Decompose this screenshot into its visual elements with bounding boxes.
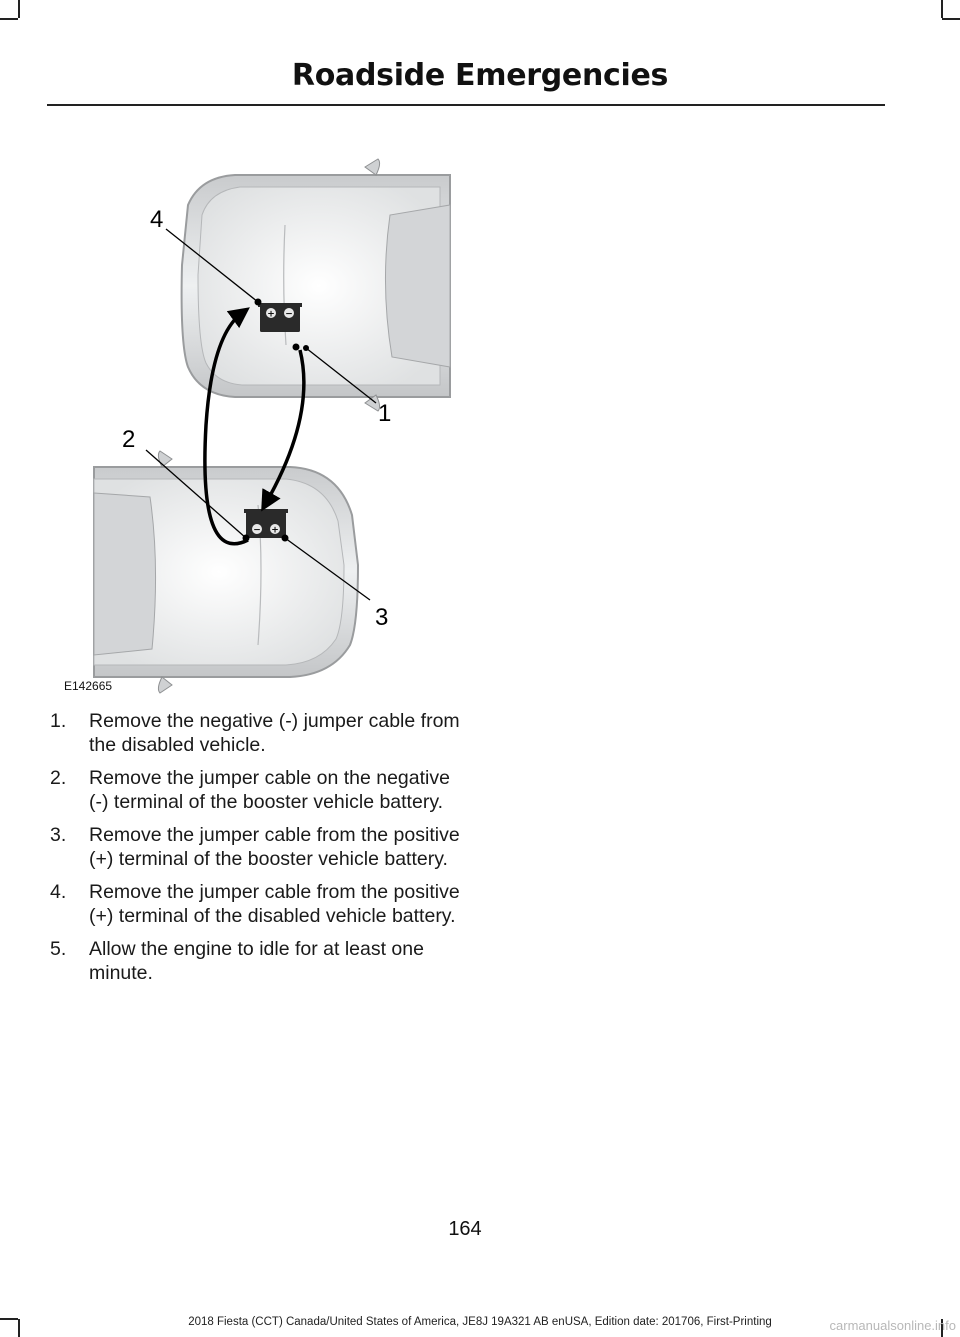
page-title: Roadside Emergencies bbox=[291, 58, 669, 93]
step-number: 1. bbox=[50, 710, 67, 732]
step-text: Remove the negative (-) jumper cable from the disabled vehicle. bbox=[89, 710, 460, 756]
callout-4: 4 bbox=[150, 206, 164, 233]
disabled-vehicle bbox=[182, 159, 450, 411]
callout-1: 1 bbox=[378, 400, 392, 427]
jump-start-figure bbox=[60, 145, 460, 698]
list-item bbox=[50, 938, 460, 985]
crop-mark bbox=[942, 18, 960, 20]
title-divider bbox=[47, 104, 885, 106]
step-text: Remove the jumper cable from the positive (+) terminal of the disabled vehicle battery. bbox=[89, 881, 460, 927]
step-number: 2. bbox=[50, 767, 67, 789]
crop-mark bbox=[0, 18, 18, 20]
step-text: Allow the engine to idle for at least one minute. bbox=[89, 938, 424, 984]
removal-steps-list bbox=[50, 710, 460, 995]
battery-plus-label: + bbox=[267, 309, 275, 320]
step-number: 5. bbox=[50, 938, 67, 960]
battery-minus-label: − bbox=[253, 525, 261, 536]
disabled-battery-icon bbox=[258, 303, 302, 332]
crop-mark bbox=[941, 0, 943, 18]
step-text: Remove the jumper cable on the negative (-) terminal of the booster vehicle battery. bbox=[89, 767, 450, 813]
battery-plus-label: + bbox=[271, 525, 279, 536]
list-item bbox=[50, 767, 460, 814]
booster-vehicle bbox=[94, 451, 358, 693]
watermark: carmanualsonline.info bbox=[829, 1318, 956, 1333]
list-item bbox=[50, 824, 460, 871]
booster-battery-icon bbox=[244, 509, 288, 538]
callout-2: 2 bbox=[122, 426, 136, 453]
crop-mark bbox=[18, 0, 20, 18]
page-number: 164 bbox=[448, 1218, 482, 1240]
battery-minus-label: − bbox=[285, 309, 293, 320]
step-number: 4. bbox=[50, 881, 67, 903]
callout-dot bbox=[293, 344, 300, 351]
callout-3: 3 bbox=[375, 604, 389, 631]
step-text: Remove the jumper cable from the positive (+) terminal of the booster vehicle battery. bbox=[89, 824, 460, 870]
list-item bbox=[50, 881, 460, 928]
step-number: 3. bbox=[50, 824, 67, 846]
edition-footer: 2018 Fiesta (CCT) Canada/United States of America, JE8J 19A321 AB enUSA, Edition date: 201706, First-Printing bbox=[188, 1316, 772, 1328]
figure-id: E142665 bbox=[64, 679, 113, 693]
list-item bbox=[50, 710, 460, 757]
